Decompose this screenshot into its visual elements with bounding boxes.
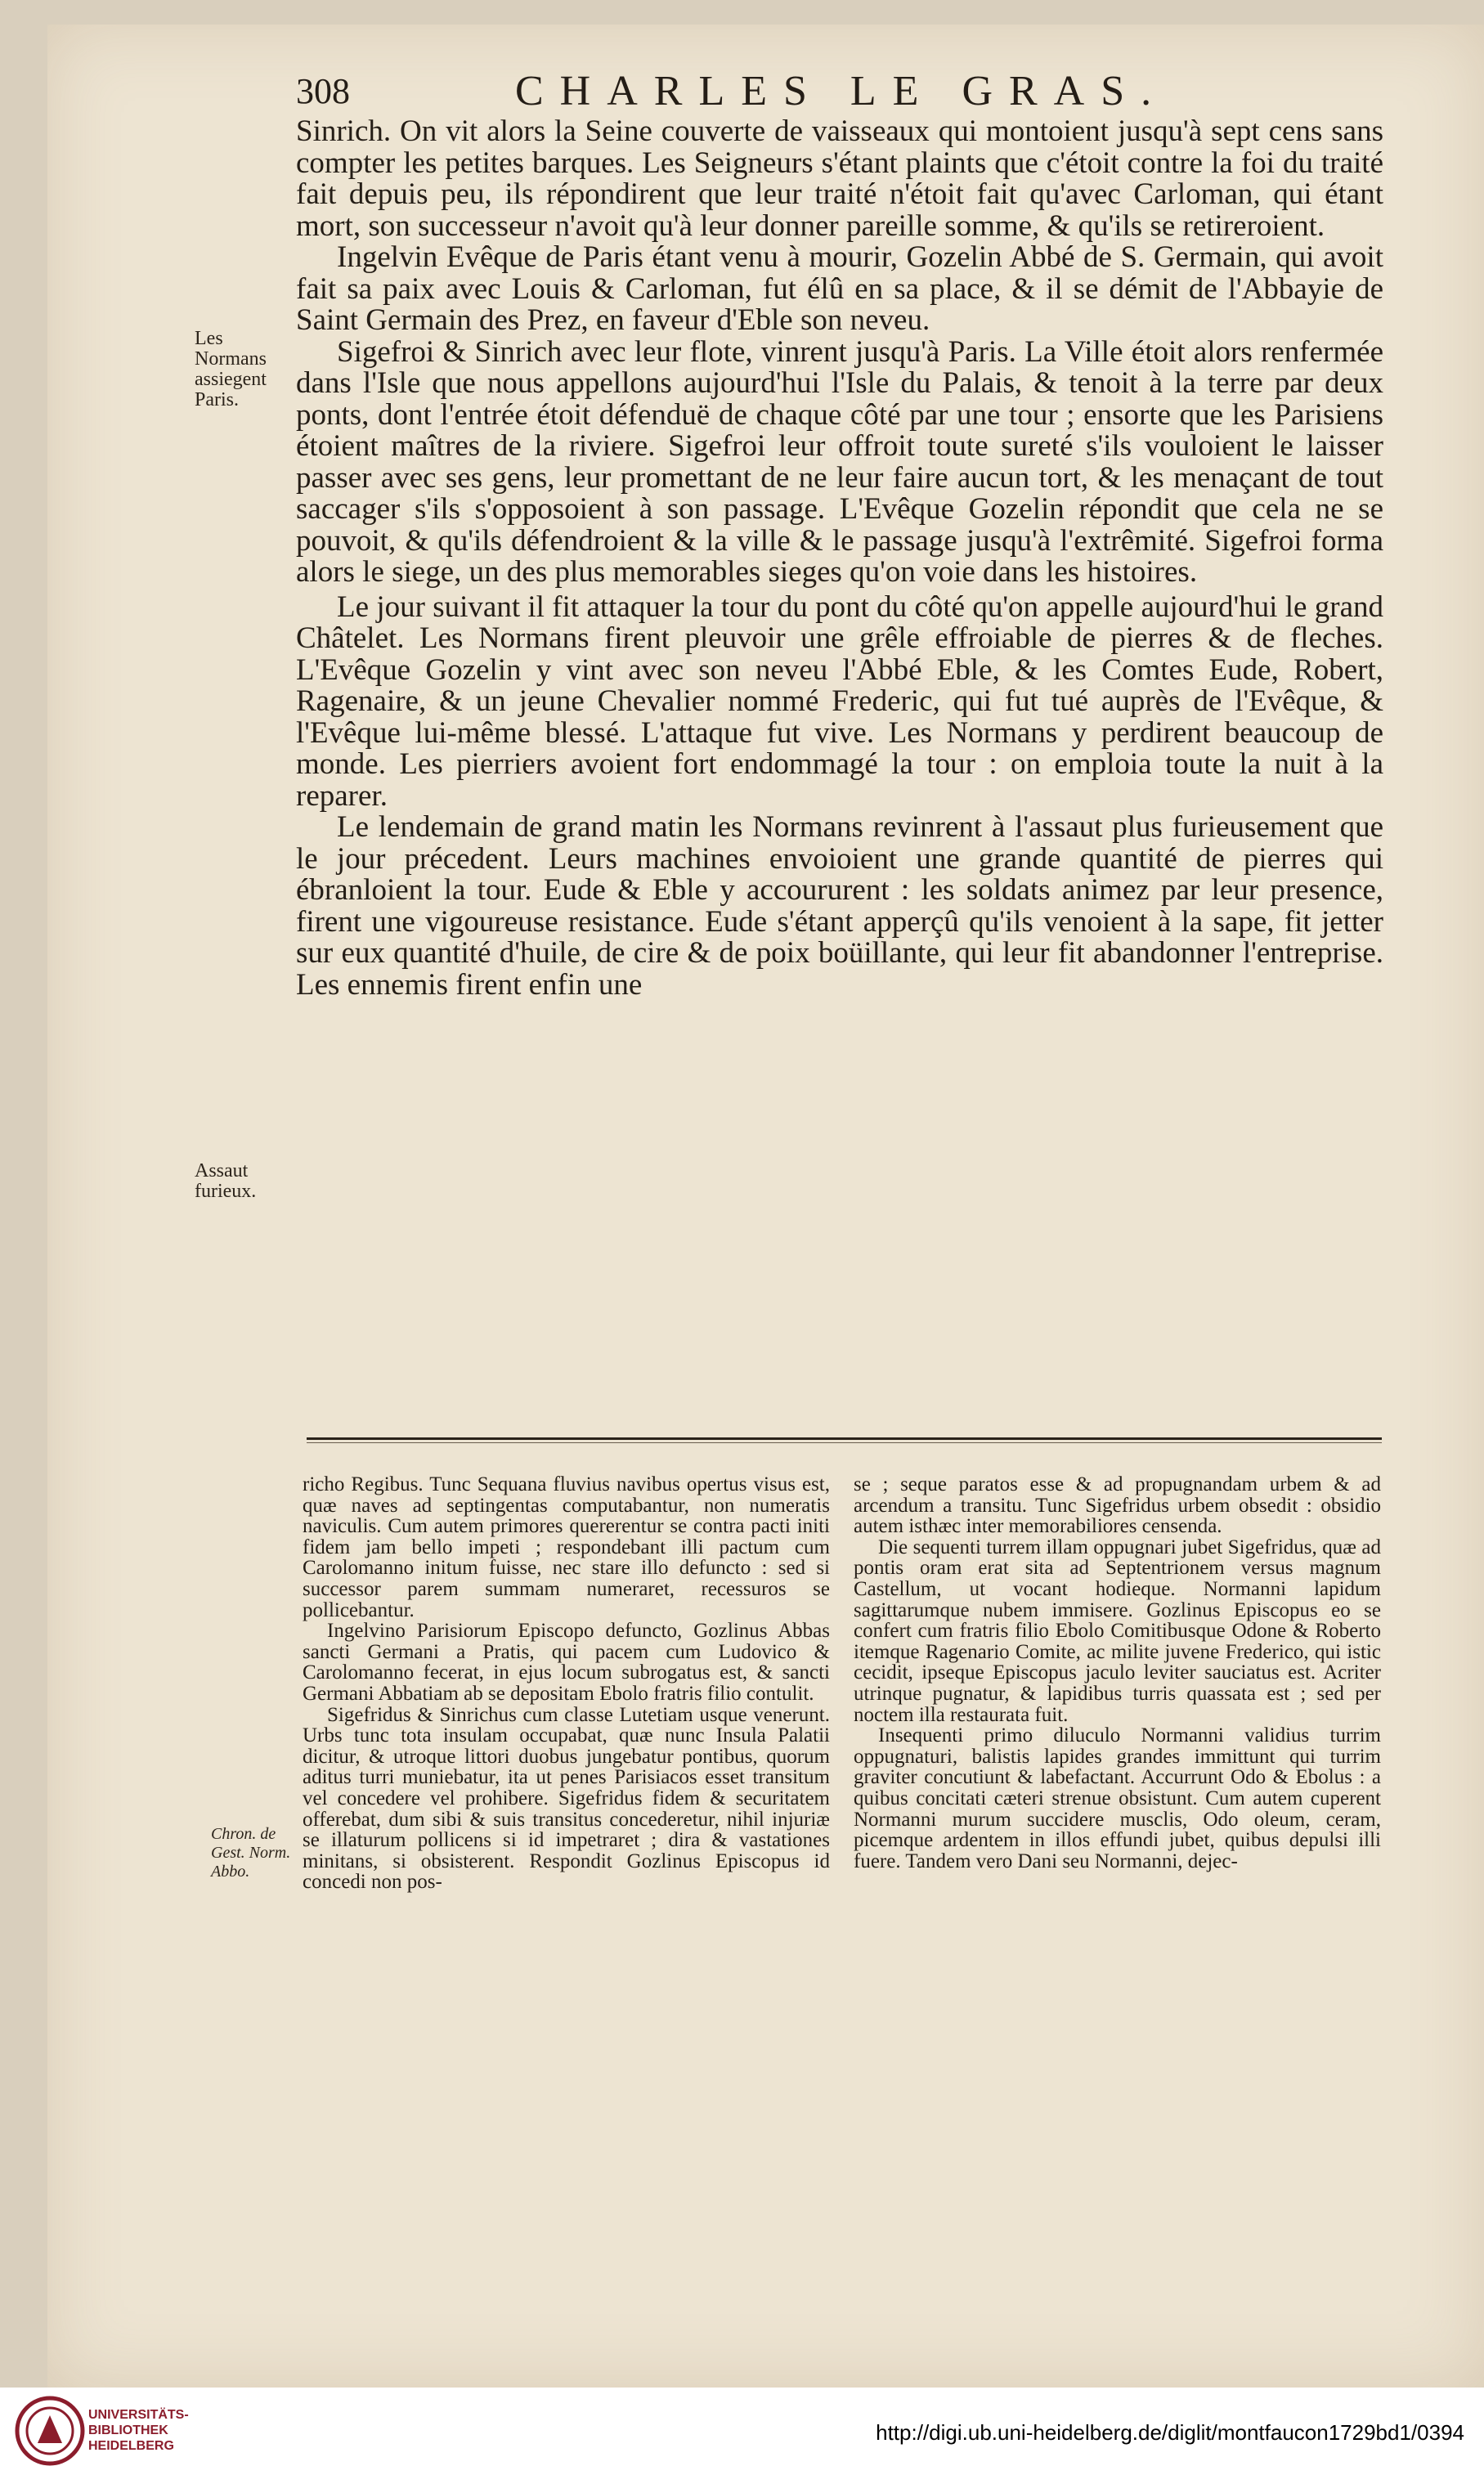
main-paragraph: Le jour suivant il fit attaquer la tour du pont du côté qu'on appelle aujourd'hui le grand Châtelet. Les Normans firent pleuvoir une grêle effroiable de pierres & de fleches. L'Evêque Gozelin y vint avec son neveu l'Abbé Eble, & les Comtes Eude, Robert, Ragenaire, & un jeune Chevalier nommé Frederic, qui fut tué auprès de l'Evêque, & l'Evêque lui-même blessé. L'attaque fut vive. Les Normans y perdirent beaucoup de monde. Les pierriers avoient fort endommagé la tour : on emploia toute la nuit à la reparer. [296, 590, 1383, 813]
footnote-divider-thin [307, 1442, 1382, 1443]
library-line: UNIVERSITÄTS- [88, 2408, 189, 2422]
running-head [296, 69, 1383, 114]
latin-note: Die sequenti turrem illam oppugnari jubet Sigefridus, quæ ad pontis oram erat sita ad Septentrionem versus magnum Castellum, ut vocant hodieque. Normanni lapidum sagittarumque nubem immisere. Gozlinus Episcopus eo se confert cum fratris filio Ebolo Comitibusque Odone & Roberto itemque Ragenario Comite, ac milite juvene Frederico, qui istic cecidit, ipseque Episcopus jaculo leviter sauciatus est. Acriter utrinque pugnatur, & lapidibus turris quassata est ; sed per noctem illa restaurata fuit. [854, 1536, 1381, 1726]
latin-notes-left [303, 1474, 830, 1893]
page-number: 308 [296, 71, 350, 111]
main-paragraph: Ingelvin Evêque de Paris étant venu à mourir, Gozelin Abbé de S. Germain, qui avoit fait sa paix avec Louis & Carloman, fut élû en sa place, & il se démit de l'Abbayie de Saint Germain des Prez, en faveur d'Eble son neveu. [296, 240, 1383, 337]
library-line: BIBLIOTHEK [88, 2423, 168, 2437]
main-paragraph: Le lendemain de grand matin les Normans revinrent à l'assaut plus furieusement que le jour précedent. Leurs machines envoioient une grande quantité de pierres qui ébranloient la tour. Eude & Eble y accoururent : les soldats animez par leur presence, firent une vigoureuse resistance. Eude s'étant apperçû qu'ils venoient à la sape, fit jetter sur eux quantité d'huile, de cire & de poix boüillante, qui leur fit abandonner l'entreprise. Les ennemis firent enfin une [296, 810, 1383, 1002]
margin-note-assaut: Assaut furieux. [195, 1160, 257, 1202]
university-seal-icon [15, 2396, 85, 2466]
main-paragraph: Sinrich. On vit alors la Seine couverte de vaisseaux qui montoient jusqu'à sept cens sans compter les petites barques. Les Seigneurs s'étant plaints que c'étoit contre la foi du traité fait depuis peu, ils répondirent que leur traité n'étoit fait qu'avec Carloman, qui étant mort, son successeur n'avoit qu'à leur donner pareille somme, & qu'ils se retireroient. [296, 114, 1383, 243]
main-text [296, 116, 1383, 1001]
main-paragraph: Sigefroi & Sinrich avec leur flote, vinrent jusqu'à Paris. La Ville étoit alors renfermée dans l'Isle que nous appellons aujourd'hui l'Isle du Palais, & tenoit à la terre par deux ponts, dont l'entrée étoit défenduë de chaque côté par une tour ; ensorte que les Parisiens étoient maîtres de la riviere. Sigefroi leur offroit toute sureté s'ils vouloient le laisser passer avec ses gens, leur promettant de ne leur faire aucun tort, & les menaçant de tout saccager s'ils s'opposoient à son passage. L'Evêque Gozelin répondit que cela ne se pouvoit, & qu'ils défendroient & la ville & le passage jusqu'à l'extrêmité. Sigefroi forma alors le siege, un des plus memorables sieges qu'on voie dans les histoires. [296, 334, 1383, 589]
viewer-footer [0, 2388, 1484, 2475]
running-title: CHARLES LE GRAS. [515, 68, 1168, 114]
latin-note: Insequenti primo diluculo Normanni validius turrim oppugnaturi, balistis lapides grandes immittunt qui turrim graviter concutiunt & labefactant. Accurrunt Odo & Ebolus : a quibus concitati cæteri strenue obsistunt. Cum autem cuperent Normanni murum succidere musclis, Odo oleum, ceram, picemque ardentem in illos effundi jubet, quibus depulsi illi fuere. Tandem vero Dani seu Normanni, dejec- [854, 1724, 1381, 1872]
latin-note: Ingelvino Parisiorum Episcopo defuncto, Gozlinus Abbas sancti Germani a Pratis, qui pacem cum Ludovico & Carolomanno fecerat, in ejus locum subrogatus est, & sancti Germani Abbatiam ab se depositam Ebolo fratris filio contulit. [303, 1620, 830, 1705]
latin-note: Sigefridus & Sinrichus cum classe Lutetiam usque venerunt. Urbs tunc tota insulam occupabat, quæ nunc Insula Palatii dicitur, & utroque littori duobus jungebatur pontibus, quorum aditus turri muniebatur, ita ut penes Parisiacos esset transitum vel concedere vel prohibere. Sigefridus fidem & securitatem offerebat, dum sibi & suis transitus concederetur, nihil injuriæ se illaturum pollicens si id impetraret ; dira & vastationes minitans, si obsisterent. Respondit Gozlinus Episcopus id concedi non pos- [303, 1703, 830, 1894]
source-note: Chron. de Gest. Norm. Abbo. [211, 1825, 291, 1881]
permalink-url[interactable]: http://digi.ub.uni-heidelberg.de/diglit/montfaucon1729bd1/0394 [876, 2420, 1464, 2445]
latin-note: se ; seque paratos esse & ad propugnandam urbem & ad arcendum a transitu. Tunc Sigefridus urbem obsedit : obsidio autem isthæc inter memorabiliores censenda. [854, 1473, 1381, 1538]
latin-notes-right [854, 1474, 1381, 1872]
margin-note-siege: Les Normans assiegent Paris. [195, 328, 267, 410]
library-name [88, 2407, 252, 2454]
latin-note: richo Regibus. Tunc Sequana fluvius navibus opertus visus est, quæ naves ad septingentas computabantur, non numeratis naviculis. Cum autem primores quererentur se contra pacti initi fidem jam bello impeti ; respondebant illi pactum cum Carolomanno initum fuisse, nec stare illo defuncto : sed si successor parem summam numeraret, recessuros se pollicebantur. [303, 1473, 830, 1621]
footnote-divider [307, 1437, 1382, 1440]
library-line: HEIDELBERG [88, 2439, 174, 2453]
